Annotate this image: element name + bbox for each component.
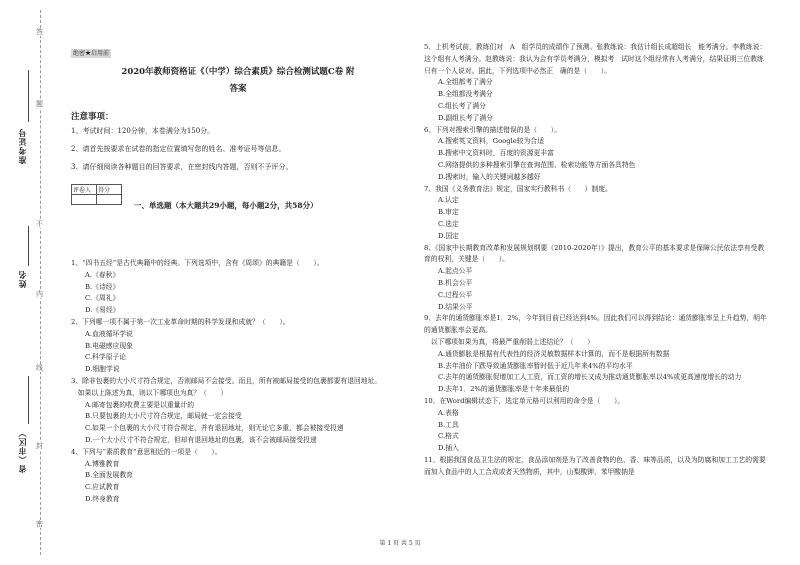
question-stem: 4、下列与“素质教育”意思相近的一项是（ ）。 (71, 447, 222, 456)
seal-word: 封 (36, 442, 43, 450)
answer-option: C.《周礼》 (85, 294, 120, 303)
answer-option: D.搜索时，输入的关键词越多越好 (438, 172, 541, 181)
question-stem: 9、去年的通货膨胀率是1．2%，今年到目前已经达到4%。因此我们可以得到结论：通货膨胀率呈上升趋势，明年的通货膨胀率会更高。 (424, 314, 767, 335)
question (71, 376, 393, 447)
answer-option: A.起点公平 (438, 267, 473, 276)
left-question-column (71, 258, 393, 506)
seal-word: 线 (36, 364, 43, 372)
seal-word: 不 (36, 220, 43, 228)
exam-title-line: 2020年教师资格证《（中学）综合素质》综合检测试题C卷 附 (121, 67, 355, 77)
answer-option: C.组长考了满分 (438, 101, 486, 110)
score-box-cell (97, 195, 122, 205)
answer-option: C.如果一个包裹的大小尺寸符合规定，并有退回地址，则无论它多重，都会被接受投递 (85, 424, 344, 433)
exam-number-label: 准考证号 (17, 128, 27, 164)
question-stem: 8、《国家中长期教育改革和发展规划纲要（2010-2020年）》提出，教育公平的基本要求是保障公民依法享有受教育的权利，关键是（ ）。 (424, 243, 765, 264)
answer-option: D.终身教育 (85, 494, 120, 503)
seal-dashed-line (40, 10, 41, 555)
answer-option: D.《易经》 (85, 306, 120, 315)
question-prompt: 以下哪项如果为真，将最严重削弱上述结论？（ ） (424, 337, 594, 346)
province-label: 省（市区） (17, 428, 27, 473)
score-box-cell (72, 195, 97, 205)
question-stem: 6、下列对搜索引擎的描述错误的是（ ）。 (424, 125, 561, 134)
right-question-column (424, 42, 767, 478)
answer-option: D.结果公平 (438, 302, 473, 311)
question (424, 125, 767, 184)
question-stem: 2、下列哪一项不属于第一次工业革命时期的科学发现和成就？（ ）。 (71, 317, 290, 326)
page-number: 第 1 页 共 5 页 (379, 540, 421, 547)
exam-title (78, 64, 398, 98)
answer-option: C.格式 (438, 432, 459, 441)
question-stem: 3、除非包裹的大小尺寸符合规定，否则邮局不会接受。而且，所有被邮局接受的包裹都要有退回地址。 (71, 376, 382, 385)
notice-item: 3、请仔细阅读各种题目的回答要求，在密封线内答题，否则不予评分。 (71, 163, 293, 171)
answer-option: D.插入 (438, 444, 459, 453)
question (424, 243, 767, 314)
question (424, 396, 767, 455)
answer-option: D.细胞学说 (85, 365, 120, 374)
question-stem: 1、“四书五经”是古代典籍中的经典。下列选项中，含有《周颂》的典籍是（ ）。 (71, 259, 324, 267)
binding-margin (0, 0, 58, 565)
answer-option: A.认定 (438, 196, 459, 205)
exam-title-line: 答案 (229, 84, 247, 94)
notice-item: 1、考试时间：120分钟，本卷满分为150分。 (71, 127, 215, 135)
answer-option: B.只要包裹的大小尺寸符合规定，邮局就一定会接受 (85, 412, 242, 421)
answer-option: B.全面发展教育 (85, 471, 133, 480)
question (424, 184, 767, 243)
answer-option: C.网络提供的多种搜索引擎在查询范围、检索功能等方面各具特色 (438, 160, 636, 169)
seal-word: 内 (36, 290, 43, 298)
answer-option: A.通货膨胀是根据有代表性的经济灵敏数据样本计算的，而不是根据所有数据 (438, 349, 670, 358)
question (71, 317, 393, 376)
answer-option: B.机会公平 (438, 278, 473, 287)
answer-option: C.过程公平 (438, 290, 473, 299)
name-line (28, 226, 29, 266)
answer-option: B.去年油价下跌导致通货膨胀率暂时低于近几年来4%的平均水平 (438, 361, 633, 370)
answer-option: B.电磁感应现象 (85, 341, 133, 350)
score-box-label: 得分 (97, 185, 122, 195)
answer-option: C.科学原子论 (85, 353, 127, 362)
answer-option: D.副组长考了满分 (438, 113, 493, 122)
answer-option: D.去年1．2%的通货膨胀率是十年来最低的 (438, 385, 570, 394)
answer-option: A.《春秋》 (85, 270, 120, 279)
answer-option: A.全组都考了满分 (438, 78, 493, 87)
name-label: 姓名 (17, 270, 27, 288)
answer-option: B.审定 (438, 208, 459, 217)
seal-word: 题 (36, 100, 43, 108)
answer-option: C.选定 (438, 219, 459, 228)
notice-item: 2、请首先按要求在试卷的指定位置填写您的姓名、准考证号等信息。 (71, 145, 286, 153)
score-box (71, 184, 122, 205)
answer-option: C.去年的通货膨胀促增加工人工资，而工资的增长又成为推动通货膨胀率以4%或更高速度增长的动力 (438, 373, 742, 382)
answer-option: B.工具 (438, 420, 459, 429)
secret-mark: 绝密★启用前 (73, 50, 110, 57)
answer-option: A.博雅教育 (85, 459, 120, 468)
answer-option: D.国定 (438, 231, 459, 240)
question-stem: 7、我国《义务教育法》规定，国家实行教科书（ ）制度。 (424, 184, 612, 193)
question-stem: 11、根据我国食品卫生法的规定，食品添加剂是为了改善食物的色、香、味等品质，以及为防腐和加工工艺的需要而加入食品中的人工合成或者天然物质，其中，山梨酸钾、苯甲酸钠是 (424, 455, 766, 476)
answer-option: A.血液循环学说 (85, 329, 133, 338)
exam-number-line (28, 70, 29, 122)
answer-option: D.一个大小尺寸不符合规定，但却有退回地址的包裹，该不会被邮局接受投递 (85, 435, 317, 444)
answer-option: B.《诗经》 (85, 282, 120, 291)
answer-option: B.全组都没考满分 (438, 90, 493, 99)
answer-option: A.搜索英文资料，Google较为合适 (438, 137, 544, 146)
section-heading: 一、单选题（本大题共29小题，每小题2分，共58分） (134, 201, 318, 210)
answer-option: A.邮寄包裹的收费主要是以重量计的 (85, 400, 195, 409)
question (71, 258, 393, 317)
question (424, 455, 767, 479)
notice-heading: 注意事项： (71, 112, 114, 122)
answer-option: B.搜索中文资料时，百度的资源更丰富 (438, 149, 554, 158)
seal-word: 答 (36, 28, 43, 36)
province-line (28, 376, 29, 424)
question-stem: 10、在Word编辑状态下，选定单元格可以利用的命令是（ ）。 (424, 396, 625, 405)
question (424, 42, 767, 125)
answer-option: C.应试教育 (85, 483, 120, 492)
answer-option: A.表格 (438, 408, 459, 417)
question-prompt: 如果以上陈述为真，则以下哪项也为真？（ ） (71, 388, 228, 397)
seal-word: 密 (36, 520, 43, 528)
question (71, 447, 393, 506)
question (424, 313, 767, 396)
score-box-label: 评卷人 (72, 185, 97, 195)
question-stem: 5、上机考试前，教练们对 A 组学员的成绩作了预测。张教练说：我估计组长成超组长 能考满分。李教练说：这个组有人考满分。赵教练说：我认为会有学员考满分，模拟考 试时这个组经常有人考满分，结果证明三位教练只有一个人说对。据此，下列选项中必然正 确的是（ ）。 (424, 43, 767, 75)
